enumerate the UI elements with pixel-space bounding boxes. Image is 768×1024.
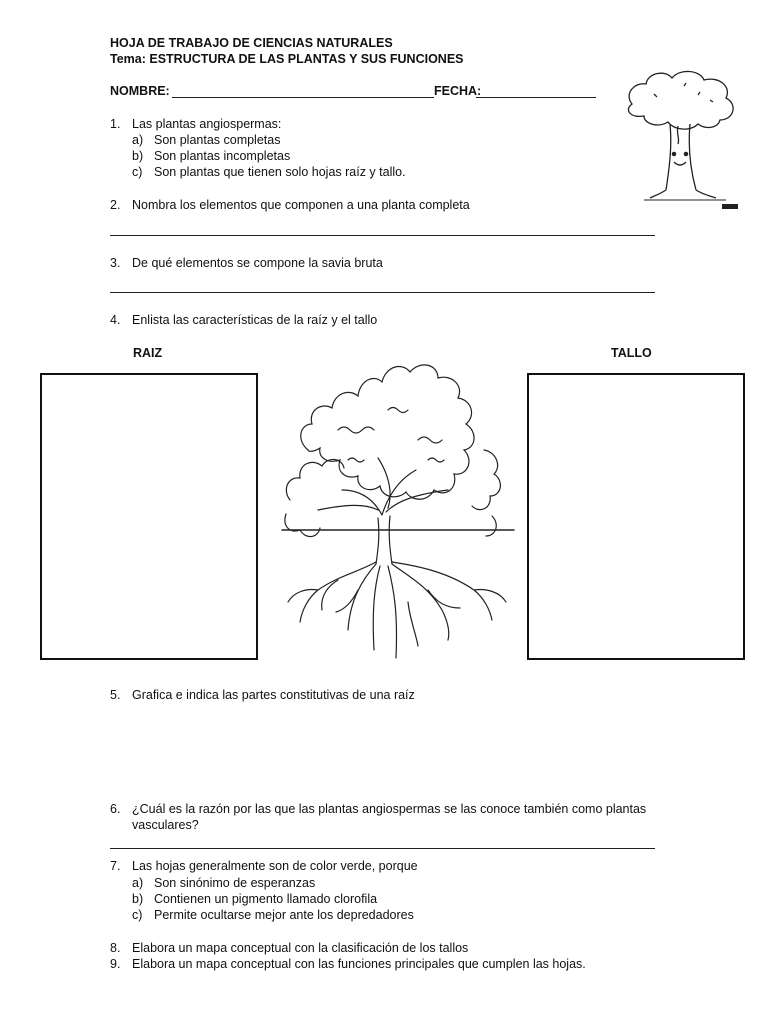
tree-with-roots-illustration (278, 340, 518, 665)
option-text: Son plantas completas (154, 133, 281, 147)
nombre-line[interactable] (172, 97, 434, 98)
question-2 (110, 198, 470, 212)
option-letter: a) (132, 133, 144, 147)
question-number: 9. (110, 957, 121, 971)
raiz-label: RAIZ (133, 346, 163, 360)
tallo-answer-box[interactable] (527, 373, 745, 660)
fecha-line[interactable] (476, 97, 596, 98)
smiling-tree-illustration (614, 64, 744, 214)
q7-option-b[interactable] (132, 892, 377, 906)
question-6 (110, 802, 646, 816)
question-number: 5. (110, 688, 121, 702)
question-text: ¿Cuál es la razón por las que las plantas angiospermas se las conoce también como plantas (132, 802, 647, 816)
option-letter: b) (132, 892, 144, 906)
question-3 (110, 256, 383, 270)
q7-option-a[interactable] (132, 876, 315, 890)
question-number: 6. (110, 802, 121, 816)
fecha-label: FECHA: (434, 84, 482, 98)
q7-option-c[interactable] (132, 908, 414, 922)
option-letter: c) (132, 908, 143, 922)
question-9 (110, 957, 586, 971)
worksheet-title: HOJA DE TRABAJO DE CIENCIAS NATURALES (110, 36, 393, 50)
tallo-label: TALLO (611, 346, 652, 360)
option-letter: a) (132, 876, 144, 890)
answer-line-2[interactable] (110, 235, 655, 236)
question-text: Las plantas angiospermas: (132, 117, 282, 131)
question-text: Grafica e indica las partes constitutivas de una raíz (132, 688, 415, 702)
question-text: De qué elementos se compone la savia bruta (132, 256, 383, 270)
option-letter: b) (132, 149, 144, 163)
worksheet-topic: Tema: ESTRUCTURA DE LAS PLANTAS Y SUS FUNCIONES (110, 52, 464, 66)
question-number: 4. (110, 313, 121, 327)
question-number: 3. (110, 256, 121, 270)
option-text: Son sinónimo de esperanzas (154, 876, 316, 890)
question-text: Elabora un mapa conceptual con las funciones principales que cumplen las hojas. (132, 957, 586, 971)
option-text: Son plantas que tienen solo hojas raíz y tallo. (154, 165, 406, 179)
q1-option-b[interactable] (132, 149, 290, 163)
option-text: Permite ocultarse mejor ante los depredadores (154, 908, 414, 922)
option-text: Contienen un pigmento llamado clorofila (154, 892, 378, 906)
question-4 (110, 313, 377, 327)
question-7 (110, 859, 418, 873)
question-number: 2. (110, 198, 121, 212)
nombre-label: NOMBRE: (110, 84, 170, 98)
question-5 (110, 688, 415, 702)
question-8 (110, 941, 468, 955)
question-number: 8. (110, 941, 121, 955)
q1-option-a[interactable] (132, 133, 280, 147)
option-text: Son plantas incompletas (154, 149, 291, 163)
q1-option-c[interactable] (132, 165, 406, 179)
question-number: 7. (110, 859, 121, 873)
question-number: 1. (110, 117, 121, 131)
question-text: Enlista las características de la raíz y el tallo (132, 313, 378, 327)
answer-line-6[interactable] (110, 848, 655, 849)
question-text: Las hojas generalmente son de color verde, porque (132, 859, 418, 873)
question-text: Elabora un mapa conceptual con la clasificación de los tallos (132, 941, 469, 955)
question-text: Nombra los elementos que componen a una planta completa (132, 198, 470, 212)
question-6-continued: vasculares? (132, 818, 199, 832)
question-1 (110, 117, 281, 131)
answer-line-3[interactable] (110, 292, 655, 293)
option-letter: c) (132, 165, 143, 179)
raiz-answer-box[interactable] (40, 373, 258, 660)
